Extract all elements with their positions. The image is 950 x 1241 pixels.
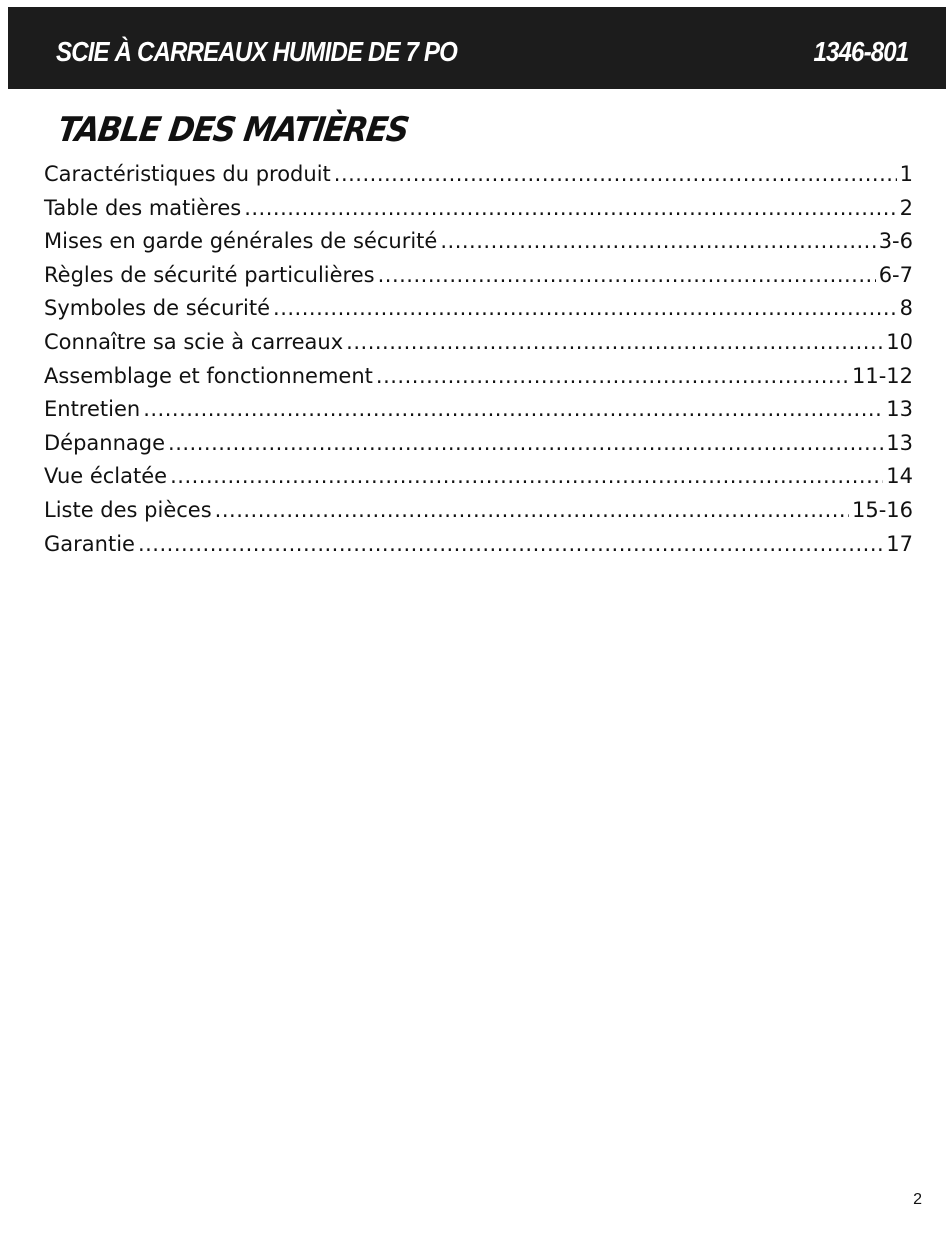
dot-leader [334, 158, 897, 192]
toc-entry[interactable] [44, 528, 913, 562]
toc-entry-page: 11-12 [851, 363, 913, 388]
toc-entry-label: Vue éclatée [44, 464, 168, 489]
toc-entry[interactable] [44, 292, 913, 326]
dot-leader [244, 192, 896, 226]
toc-entry-label: Mises en garde générales de sécurité [44, 229, 438, 254]
toc-entry-label: Connaître sa scie à carreaux [44, 329, 344, 354]
model-number: 1346-801 [813, 36, 908, 67]
toc-entry[interactable] [44, 460, 913, 494]
dot-leader [170, 460, 883, 494]
toc-entry[interactable] [44, 393, 913, 427]
toc-heading: TABLE DES MATIÈRES [55, 110, 411, 150]
toc-entry[interactable] [44, 225, 913, 259]
toc-entry[interactable] [44, 494, 913, 528]
toc-entry-page: 10 [886, 329, 913, 354]
toc-entry[interactable] [44, 360, 913, 394]
page-number: 2 [913, 1191, 922, 1208]
dot-leader [273, 292, 897, 326]
toc-entry-page: 8 [899, 296, 913, 321]
toc-entry-page: 13 [886, 397, 913, 422]
toc-entry[interactable] [44, 427, 913, 461]
toc-entry-label: Dépannage [44, 430, 166, 455]
dot-leader [168, 427, 883, 461]
toc-entry-label: Entretien [44, 397, 141, 422]
toc-entry-page: 14 [886, 464, 913, 489]
toc-entry-label: Table des matières [44, 195, 242, 220]
toc-entry[interactable] [44, 259, 913, 293]
toc-entry-page: 13 [886, 430, 913, 455]
dot-leader [215, 494, 849, 528]
dot-leader [376, 360, 849, 394]
toc-list [44, 158, 913, 561]
toc-entry-label: Garantie [44, 531, 135, 556]
dot-leader [143, 393, 883, 427]
toc-entry-label: Assemblage et fonctionnement [44, 363, 373, 388]
toc-entry-page: 6-7 [878, 262, 913, 287]
toc-entry-page: 1 [899, 162, 913, 186]
toc-entry[interactable] [44, 158, 913, 192]
dot-leader [378, 259, 876, 293]
dot-leader [138, 528, 883, 562]
toc-entry-page: 2 [899, 195, 913, 220]
toc-entry-page: 17 [886, 531, 913, 556]
toc-entry[interactable] [44, 192, 913, 226]
toc-entry-label: Règles de sécurité particulières [44, 262, 375, 287]
toc-entry-label: Symboles de sécurité [44, 296, 271, 321]
dot-leader [346, 326, 883, 360]
toc-entry-page: 15-16 [851, 497, 913, 522]
toc-entry-page: 3-6 [878, 229, 913, 254]
toc-entry[interactable] [44, 326, 913, 360]
toc-entry-label: Caractéristiques du produit [44, 162, 331, 186]
dot-leader [440, 225, 875, 259]
header-bar [8, 7, 946, 89]
toc-entry-label: Liste des pièces [44, 497, 212, 522]
document-title: SCIE À CARREAUX HUMIDE DE 7 PO [56, 36, 458, 67]
